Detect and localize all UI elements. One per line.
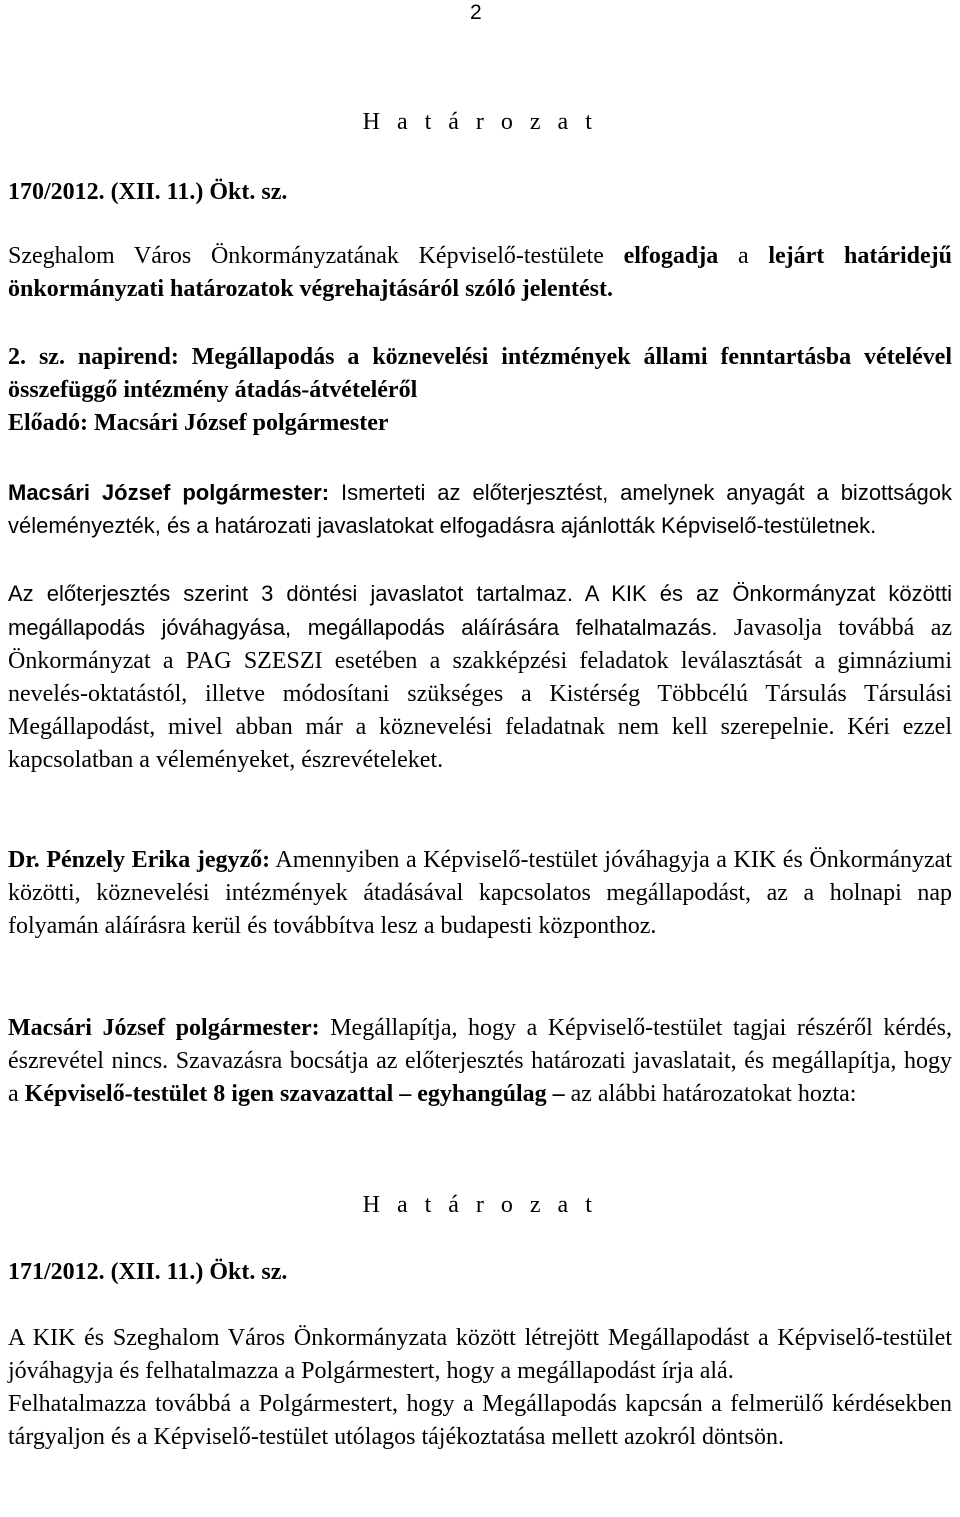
resolution-text-2: Felhatalmazza továbbá a Polgármestert, hogy a Megállapodás kapcsán a felmerülő kérdésekben tárgyaljon és a Képviselő-testület utólagos tájékoztatása mellett azokról döntsön.	[8, 1391, 952, 1450]
resolution-text-mid: a	[718, 243, 769, 269]
agenda-title: 2. sz. napirend: Megállapodás a köznevelési intézmények állami fenntartásba vételével összefüggő intézmény átadás-átvételéről	[8, 344, 952, 403]
resolution-text	[8, 1322, 952, 1454]
paragraph-vote	[8, 1012, 952, 1111]
resolution-text-1: A KIK és Szeghalom Város Önkormányzata között létrejött Megállapodást a Képviselő-testület jóváhagyja és felhatalmazza a Polgármestert, hogy a megállapodást írja alá.	[8, 1325, 952, 1384]
paragraph-text-end: az alábbi határozatokat hozta:	[564, 1081, 857, 1107]
resolution-text	[8, 240, 952, 306]
resolution-number: 171/2012. (XII. 11.) Ökt. sz.	[8, 1259, 288, 1285]
paragraph-text: Ismerteti az előterjesztést, amelynek anyagát a bizottságok véleményezték, és a határozati javaslatokat elfogadásra ajánlották Képviselő-testületnek.	[8, 480, 952, 538]
paragraph-text-serif: Javasolja továbbá az Önkormányzat a PAG SZESZI esetében a szakképzési feladatok leválasztását a gimnáziumi nevelés-oktatástól, illetve módosítani szükséges a Kistérség Többcélú Társulás Társulási Megállapodást, mivel abban már a köznevelési feladatnak nem kell szerepelnie. Kéri ezzel kapcsolatban a véleményeket, észrevételeket.	[8, 615, 953, 773]
resolution-heading: H a t á r o z a t	[362, 1192, 598, 1218]
page-number: 2	[470, 1, 482, 24]
paragraph-text: Megállapítja, hogy a Képviselő-testület tagjai részéről kérdés, észrevétel nincs. Szavazásra bocsátja az előterjesztés határozati javaslatait, és megállapítja, hogy a	[8, 1015, 952, 1107]
paragraph-proposal	[8, 577, 952, 777]
paragraph-mayor-intro	[8, 476, 952, 542]
agenda-item	[8, 341, 952, 440]
paragraph-text: Amennyiben a Képviselő-testület jóváhagyja a KIK és Önkormányzat közötti, köznevelési intézmények átadásával kapcsolatos megállapodást, az a holnapi nap folyamán aláírásra kerül és továbbítva lesz a budapesti központhoz.	[8, 847, 952, 939]
paragraph-notary	[8, 844, 952, 943]
resolution-text-bold: elfogadja	[623, 243, 719, 269]
resolution-text-bold2: lejárt határidejű önkormányzati határozatok végrehajtásáról szóló jelentést.	[8, 243, 952, 302]
paragraph-text-sans: Az előterjesztés szerint 3 döntési javaslatot tartalmaz. A KIK és az Önkormányzat közötti megállapodás jóváhagyása, megállapodás aláírására felhatalmazás.	[8, 581, 952, 640]
speaker-label: Dr. Pénzely Erika jegyző:	[8, 847, 271, 873]
resolution-number: 170/2012. (XII. 11.) Ökt. sz.	[8, 179, 288, 205]
speaker-label: Macsári József polgármester:	[8, 1015, 320, 1041]
resolution-text-start: Szeghalom Város Önkormányzatának Képviselő-testülete	[8, 243, 624, 269]
vote-result: Képviselő-testület 8 igen szavazattal – egyhangúlag –	[24, 1081, 565, 1107]
agenda-presenter: Előadó: Macsári József polgármester	[8, 410, 389, 436]
speaker-label: Macsári József polgármester:	[8, 480, 330, 505]
resolution-heading: H a t á r o z a t	[362, 109, 598, 135]
